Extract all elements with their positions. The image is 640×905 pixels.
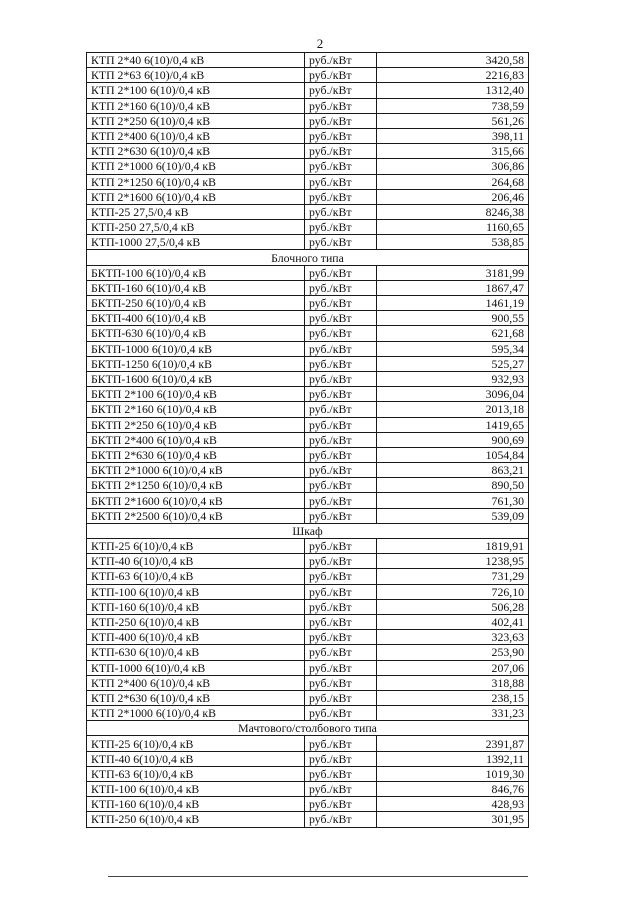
equipment-name-cell: КТП 2*1250 6(10)/0,4 кВ [87,174,305,189]
price-value-cell: 1312,40 [377,83,529,98]
table-row [87,766,529,781]
table-row [87,812,529,827]
unit-cell: руб./кВт [305,766,377,781]
table-row [87,144,529,159]
equipment-name-cell: КТП-160 6(10)/0,4 кВ [87,797,305,812]
price-value-cell: 2391,87 [377,736,529,751]
table-row [87,675,529,690]
price-value-cell: 3420,58 [377,53,529,68]
unit-cell: руб./кВт [305,83,377,98]
table-row [87,736,529,751]
price-value-cell: 726,10 [377,584,529,599]
equipment-name-cell: КТП 2*1000 6(10)/0,4 кВ [87,706,305,721]
price-value-cell: 900,55 [377,311,529,326]
equipment-name-cell: КТП-40 6(10)/0,4 кВ [87,554,305,569]
price-value-cell: 3096,04 [377,387,529,402]
table-row [87,554,529,569]
price-value-cell: 506,28 [377,599,529,614]
table-row [87,690,529,705]
equipment-name-cell: КТП 2*1000 6(10)/0,4 кВ [87,159,305,174]
unit-cell: руб./кВт [305,326,377,341]
unit-cell: руб./кВт [305,144,377,159]
table-row [87,280,529,295]
price-value-cell: 1819,91 [377,539,529,554]
price-value-cell: 402,41 [377,614,529,629]
price-value-cell: 3181,99 [377,265,529,280]
equipment-name-cell: БКТП 2*400 6(10)/0,4 кВ [87,432,305,447]
table-row [87,265,529,280]
price-value-cell: 890,50 [377,478,529,493]
price-value-cell: 525,27 [377,356,529,371]
section-title: Шкаф [87,523,529,538]
unit-cell: руб./кВт [305,630,377,645]
unit-cell: руб./кВт [305,53,377,68]
unit-cell: руб./кВт [305,493,377,508]
equipment-name-cell: КТП-250 6(10)/0,4 кВ [87,614,305,629]
equipment-name-cell: КТП-100 6(10)/0,4 кВ [87,782,305,797]
bottom-rule [108,876,528,877]
unit-cell: руб./кВт [305,539,377,554]
unit-cell: руб./кВт [305,189,377,204]
price-value-cell: 331,23 [377,706,529,721]
unit-cell: руб./кВт [305,235,377,250]
unit-cell: руб./кВт [305,508,377,523]
price-value-cell: 1392,11 [377,751,529,766]
table-row [87,68,529,83]
price-value-cell: 900,69 [377,432,529,447]
table-row [87,706,529,721]
equipment-name-cell: КТП-250 6(10)/0,4 кВ [87,812,305,827]
price-value-cell: 731,29 [377,569,529,584]
table-row [87,432,529,447]
equipment-name-cell: КТП 2*400 6(10)/0,4 кВ [87,128,305,143]
unit-cell: руб./кВт [305,356,377,371]
price-value-cell: 761,30 [377,493,529,508]
price-value-cell: 1238,95 [377,554,529,569]
table-row [87,311,529,326]
price-value-cell: 428,93 [377,797,529,812]
equipment-name-cell: БКТП 2*1250 6(10)/0,4 кВ [87,478,305,493]
section-title: Блочного типа [87,250,529,265]
unit-cell: руб./кВт [305,645,377,660]
price-value-cell: 539,09 [377,508,529,523]
price-value-cell: 1019,30 [377,766,529,781]
price-value-cell: 932,93 [377,371,529,386]
unit-cell: руб./кВт [305,113,377,128]
price-value-cell: 306,86 [377,159,529,174]
section-header-row [87,721,529,736]
price-value-cell: 1461,19 [377,296,529,311]
price-value-cell: 1419,65 [377,417,529,432]
price-value-cell: 253,90 [377,645,529,660]
table-row [87,204,529,219]
equipment-name-cell: БКТП 2*160 6(10)/0,4 кВ [87,402,305,417]
unit-cell: руб./кВт [305,296,377,311]
unit-cell: руб./кВт [305,280,377,295]
price-value-cell: 323,63 [377,630,529,645]
unit-cell: руб./кВт [305,463,377,478]
price-value-cell: 206,46 [377,189,529,204]
equipment-name-cell: БКТП-400 6(10)/0,4 кВ [87,311,305,326]
table-row [87,630,529,645]
equipment-name-cell: КТП-40 6(10)/0,4 кВ [87,751,305,766]
equipment-name-cell: БКТП-250 6(10)/0,4 кВ [87,296,305,311]
equipment-name-cell: БКТП-1250 6(10)/0,4 кВ [87,356,305,371]
table-row [87,508,529,523]
equipment-name-cell: БКТП-630 6(10)/0,4 кВ [87,326,305,341]
table-row [87,296,529,311]
table-row [87,387,529,402]
equipment-name-cell: БКТП 2*630 6(10)/0,4 кВ [87,447,305,462]
table-row [87,463,529,478]
price-value-cell: 2013,18 [377,402,529,417]
unit-cell: руб./кВт [305,128,377,143]
equipment-name-cell: БКТП 2*250 6(10)/0,4 кВ [87,417,305,432]
equipment-name-cell: БКТП 2*1000 6(10)/0,4 кВ [87,463,305,478]
price-value-cell: 398,11 [377,128,529,143]
equipment-name-cell: КТП-1000 6(10)/0,4 кВ [87,660,305,675]
unit-cell: руб./кВт [305,387,377,402]
price-value-cell: 538,85 [377,235,529,250]
table-row [87,645,529,660]
table-row [87,493,529,508]
equipment-name-cell: КТП-250 27,5/0,4 кВ [87,220,305,235]
price-value-cell: 846,76 [377,782,529,797]
unit-cell: руб./кВт [305,614,377,629]
unit-cell: руб./кВт [305,204,377,219]
equipment-name-cell: КТП 2*630 6(10)/0,4 кВ [87,144,305,159]
unit-cell: руб./кВт [305,447,377,462]
table-row [87,478,529,493]
price-value-cell: 264,68 [377,174,529,189]
equipment-name-cell: КТП-63 6(10)/0,4 кВ [87,569,305,584]
table-row [87,128,529,143]
price-table [86,52,529,828]
equipment-name-cell: КТП-25 6(10)/0,4 кВ [87,736,305,751]
section-header-row [87,523,529,538]
equipment-name-cell: КТП 2*1600 6(10)/0,4 кВ [87,189,305,204]
unit-cell: руб./кВт [305,174,377,189]
table-row [87,584,529,599]
price-value-cell: 1867,47 [377,280,529,295]
unit-cell: руб./кВт [305,265,377,280]
page-number: 2 [316,36,324,51]
unit-cell: руб./кВт [305,812,377,827]
table-row [87,189,529,204]
table-row [87,660,529,675]
price-value-cell: 207,06 [377,660,529,675]
table-row [87,326,529,341]
equipment-name-cell: КТП 2*63 6(10)/0,4 кВ [87,68,305,83]
price-value-cell: 301,95 [377,812,529,827]
table-row [87,782,529,797]
section-header-row [87,250,529,265]
price-value-cell: 561,26 [377,113,529,128]
price-value-cell: 1054,84 [377,447,529,462]
price-value-cell: 315,66 [377,144,529,159]
table-row [87,797,529,812]
table-row [87,98,529,113]
price-value-cell: 595,34 [377,341,529,356]
unit-cell: руб./кВт [305,660,377,675]
unit-cell: руб./кВт [305,675,377,690]
price-value-cell: 2216,83 [377,68,529,83]
unit-cell: руб./кВт [305,782,377,797]
unit-cell: руб./кВт [305,690,377,705]
equipment-name-cell: БКТП-1600 6(10)/0,4 кВ [87,371,305,386]
unit-cell: руб./кВт [305,417,377,432]
unit-cell: руб./кВт [305,402,377,417]
price-table-body [87,53,529,828]
table-row [87,614,529,629]
unit-cell: руб./кВт [305,478,377,493]
price-value-cell: 621,68 [377,326,529,341]
equipment-name-cell: КТП-630 6(10)/0,4 кВ [87,645,305,660]
table-row [87,235,529,250]
equipment-name-cell: КТП-25 27,5/0,4 кВ [87,204,305,219]
table-row [87,447,529,462]
unit-cell: руб./кВт [305,159,377,174]
equipment-name-cell: КТП-400 6(10)/0,4 кВ [87,630,305,645]
table-row [87,356,529,371]
equipment-name-cell: БКТП-160 6(10)/0,4 кВ [87,280,305,295]
table-row [87,402,529,417]
unit-cell: руб./кВт [305,311,377,326]
unit-cell: руб./кВт [305,736,377,751]
price-value-cell: 238,15 [377,690,529,705]
table-row [87,220,529,235]
equipment-name-cell: КТП 2*160 6(10)/0,4 кВ [87,98,305,113]
table-row [87,159,529,174]
section-title: Мачтового/столбового типа [87,721,529,736]
price-value-cell: 318,88 [377,675,529,690]
equipment-name-cell: КТП 2*400 6(10)/0,4 кВ [87,675,305,690]
equipment-name-cell: БКТП 2*100 6(10)/0,4 кВ [87,387,305,402]
equipment-name-cell: КТП-63 6(10)/0,4 кВ [87,766,305,781]
unit-cell: руб./кВт [305,797,377,812]
table-row [87,113,529,128]
table-row [87,83,529,98]
table-row [87,341,529,356]
equipment-name-cell: КТП-25 6(10)/0,4 кВ [87,539,305,554]
unit-cell: руб./кВт [305,584,377,599]
table-row [87,751,529,766]
price-value-cell: 1160,65 [377,220,529,235]
unit-cell: руб./кВт [305,569,377,584]
unit-cell: руб./кВт [305,68,377,83]
equipment-name-cell: КТП 2*250 6(10)/0,4 кВ [87,113,305,128]
unit-cell: руб./кВт [305,599,377,614]
unit-cell: руб./кВт [305,220,377,235]
table-row [87,569,529,584]
table-row [87,174,529,189]
equipment-name-cell: БКТП 2*2500 6(10)/0,4 кВ [87,508,305,523]
equipment-name-cell: БКТП-100 6(10)/0,4 кВ [87,265,305,280]
unit-cell: руб./кВт [305,341,377,356]
equipment-name-cell: БКТП-1000 6(10)/0,4 кВ [87,341,305,356]
table-row [87,417,529,432]
price-value-cell: 863,21 [377,463,529,478]
unit-cell: руб./кВт [305,432,377,447]
equipment-name-cell: КТП 2*40 6(10)/0,4 кВ [87,53,305,68]
equipment-name-cell: БКТП 2*1600 6(10)/0,4 кВ [87,493,305,508]
table-row [87,53,529,68]
equipment-name-cell: КТП-1000 27,5/0,4 кВ [87,235,305,250]
table-row [87,539,529,554]
unit-cell: руб./кВт [305,98,377,113]
table-row [87,371,529,386]
equipment-name-cell: КТП 2*100 6(10)/0,4 кВ [87,83,305,98]
price-value-cell: 738,59 [377,98,529,113]
equipment-name-cell: КТП 2*630 6(10)/0,4 кВ [87,690,305,705]
equipment-name-cell: КТП-100 6(10)/0,4 кВ [87,584,305,599]
unit-cell: руб./кВт [305,371,377,386]
unit-cell: руб./кВт [305,554,377,569]
price-value-cell: 8246,38 [377,204,529,219]
unit-cell: руб./кВт [305,751,377,766]
unit-cell: руб./кВт [305,706,377,721]
equipment-name-cell: КТП-160 6(10)/0,4 кВ [87,599,305,614]
table-row [87,599,529,614]
